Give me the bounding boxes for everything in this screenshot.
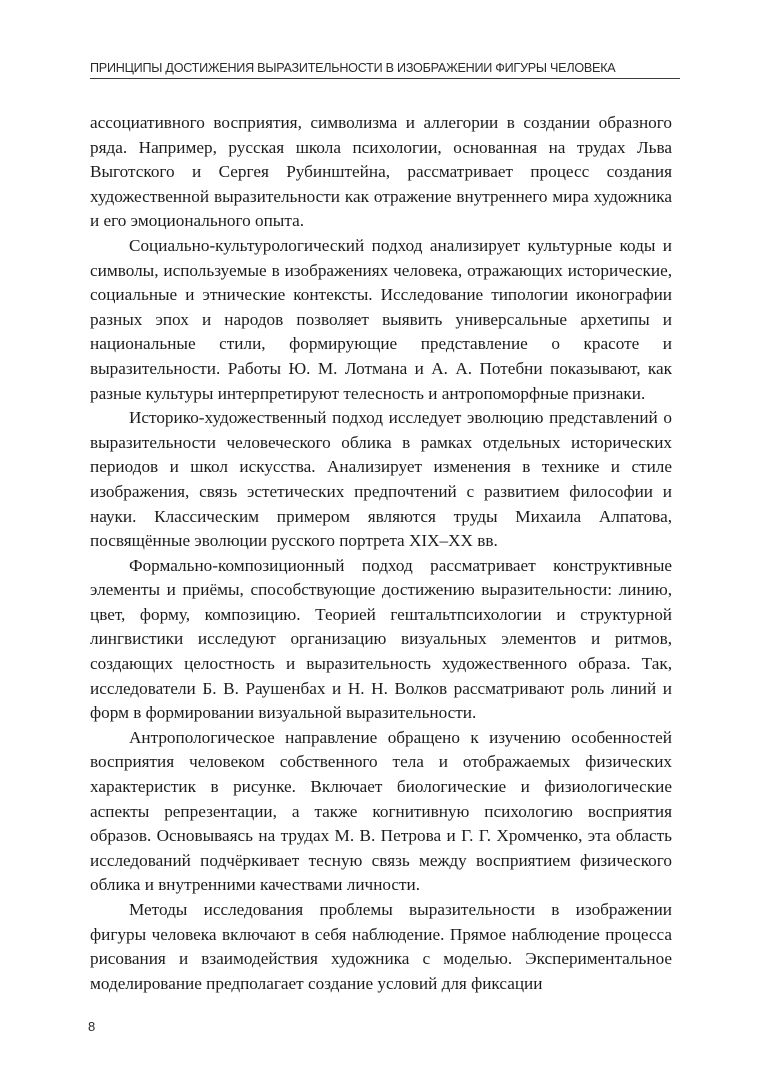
paragraph-sociocultural-approach: Социально-культурологический подход анализирует культурные коды и символы, используемые в изображениях человека, отражающих исторические, социальные и этнические контексты. Исследование типологии иконографии разных эпох и народов позволяет выявить универсальные архетипы и национальные стили, формирующие представление о красоте и выразительности. Работы Ю. М. Лотмана и А. А. Потебни показывают, как разные культуры интерпретируют телесность и антропоморфные признаки. bbox=[90, 235, 672, 403]
page-number: 8 bbox=[88, 1019, 96, 1034]
paragraph-formal-compositional-approach: Формально-композиционный подход рассматривает конструктивные элементы и приёмы, способствующие достижению выразительности: линию, цвет, форму, композицию. Теорией гештальтпсихологии и структурной лингвистики исследуют организацию визуальных элементов и ритмов, создающих целостность и выразительность художественного образа. Так, исследователи Б. В. Раушенбах и Н. Н. Волков рассматривают роль линий и форм в формировании визуальной выразительности. bbox=[90, 555, 672, 723]
header-rule bbox=[90, 78, 680, 79]
paragraph-historical-approach: Историко-художественный подход исследует эволюцию представлений о выразительности человеческого облика в рамках отдельных исторических периодов и школ искусства. Анализирует изменения в технике и стиле изображения, связь эстетических предпочтений с развитием философии и науки. Классическим примером являются труды Михаила Алпатова, посвящённые эволюции русского портрета XIX–XX вв. bbox=[90, 408, 672, 551]
running-header: ПРИНЦИПЫ ДОСТИЖЕНИЯ ВЫРАЗИТЕЛЬНОСТИ В ИЗОБРАЖЕНИИ ФИГУРЫ ЧЕЛОВЕКА bbox=[90, 61, 616, 75]
paragraph-research-methods: Методы исследования проблемы выразительности в изображении фигуры человека включают в себя наблюдение. Прямое наблюдение процесса рисования и взаимодействия художника с моделью. Экспериментальное моделирование предполагает создание условий для фиксации bbox=[90, 900, 672, 993]
paragraph-continuation: ассоциативного восприятия, символизма и аллегории в создании образного ряда. Например, русская школа психологии, основанная на трудах Льва Выготского и Сергея Рубинштейна, рассматривает процесс создания художественной выразительности как отражение внутреннего мира художника и его эмоционального опыта. bbox=[90, 113, 672, 231]
body-text bbox=[90, 111, 672, 996]
paragraph-anthropological-approach: Антропологическое направление обращено к изучению особенностей восприятия человеком собственного тела и отображаемых физических характеристик в рисунке. Включает биологические и физиологические аспекты репрезентации, а также когнитивную психологию восприятия образов. Основываясь на трудах М. В. Петрова и Г. Г. Хромченко, эта область исследований подчёркивает тесную связь между восприятием физического облика и внутренними качествами личности. bbox=[90, 727, 672, 895]
